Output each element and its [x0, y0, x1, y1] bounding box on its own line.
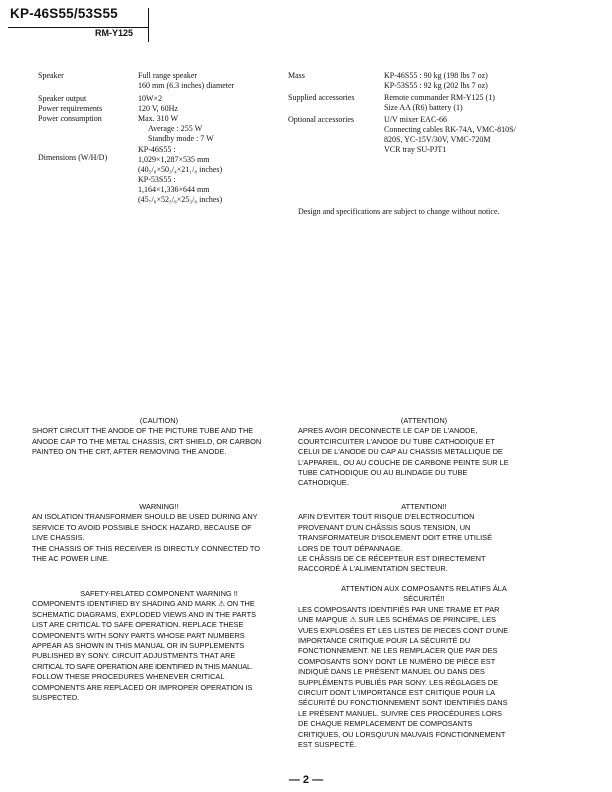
- warning-fr-line: LORS DE TOUT DÉPANNAGE.: [298, 543, 403, 553]
- spec-value: Connecting cables RK-74A, VMC-810S/: [384, 125, 516, 134]
- safety-fr-line: CRITIQUES, OU LORSQU'UN MAUVAIS FONCTIONNEMENT: [298, 729, 506, 739]
- safety-en-line: LIST ARE CRITICAL TO SAFE OPERATION. REPLACE THESE: [32, 620, 244, 630]
- safety-fr-line: UNE MAPQUE ⚠ SUR LES SCHÉMAS DE PRINCIPE, LES: [298, 615, 497, 625]
- warning-en-line: AN ISOLATION TRANSFORMER SHOULD BE USED DURING ANY: [32, 512, 258, 522]
- warning-fr-title: ATTENTION!!: [401, 502, 447, 511]
- warning-en-block: [32, 502, 286, 564]
- caution-en-line: PAINTED ON THE CRT, AFTER REMOVING THE ANODE.: [32, 447, 227, 457]
- safety-fr-line: IMPORTANCE CRITIQUE POUR LA SÉCURITÉ DU: [298, 636, 471, 646]
- spec-label: Supplied accessories: [288, 93, 355, 102]
- spec-value: KP-53S55 :: [138, 175, 176, 184]
- safety-fr-block: [298, 584, 550, 751]
- spec-value: 820S, YC-15V/30V, VMC-720M: [384, 135, 491, 144]
- warning-en-line: THE AC POWER LINE.: [32, 554, 110, 564]
- safety-en-line: SUSPECTED.: [32, 693, 80, 703]
- spec-value: U/V mixer EAC-66: [384, 115, 447, 124]
- caution-fr-line: L'APPAREIL, OU AU COUCHE DE CARBONE PEINTE SUR LE: [298, 457, 509, 467]
- warning-fr-block: [298, 502, 550, 575]
- caution-fr-title: (ATTENTION): [400, 416, 448, 425]
- warning-en-line: SERVICE TO AVOID POSSIBLE SHOCK HAZARD, BECAUSE OF: [32, 522, 252, 532]
- safety-en-line: FOLLOW THESE PROCEDURES WHENEVER CRITICAL: [32, 672, 225, 682]
- safety-fr-title: ATTENTION AUX COMPOSANTS RELATIFS ÁLA: [341, 584, 507, 593]
- chassis-label: RM-Y125: [95, 28, 134, 38]
- specs-left: [38, 71, 278, 221]
- specs-right: [288, 71, 588, 171]
- spec-label: Mass: [288, 71, 305, 80]
- warning-fr-line: LE CHÂSSIS DE CE RÉCEPTEUR EST DIRECTEMENT: [298, 554, 486, 564]
- safety-fr-line: CIRCUIT DONT L'IMPORTANCE EST CRITIQUE POUR LA: [298, 688, 496, 698]
- spec-value: Full range speaker: [138, 71, 198, 80]
- safety-en-line: COMPONENTS WITH SONY PARTS WHOSE PART NUMBERS: [32, 630, 245, 640]
- caution-fr-line: CATHODIQUE.: [298, 478, 349, 488]
- design-note: Design and specifications are subject to change without notice.: [298, 207, 500, 216]
- spec-label: Dimensions (W/H/D): [38, 153, 108, 162]
- spec-value: KP-46S55 : 90 kg (198 lbs 7 oz): [384, 71, 488, 80]
- safety-en-title: SAFETY-RELATED COMPONENT WARNING !!: [80, 589, 238, 598]
- safety-en-line: COMPONENTS IDENTIFIED BY SHADING AND MARK ⚠ ON THE: [32, 599, 255, 609]
- spec-label: Power requirements: [38, 104, 103, 113]
- spec-value: 1,164×1,336×644 mm: [138, 185, 210, 194]
- spec-value: Standby mode : 7 W: [148, 134, 214, 143]
- safety-en-block: [32, 589, 286, 703]
- spec-value: Size AA (R6) battery (1): [384, 103, 463, 112]
- safety-fr-title: SÉCURITÉ!!: [403, 594, 445, 604]
- caution-fr-line: APRES AVOIR DECONNECTE LE CAP DE L'ANODE,: [298, 426, 478, 436]
- safety-fr-line: LES COMPOSANTS IDENTIFIÉS PAR UNE TRAME ET PAR: [298, 604, 500, 614]
- spec-value: VCR tray SU-PJT1: [384, 145, 447, 154]
- model-title: KP-46S55/53S55: [10, 6, 118, 21]
- safety-fr-line: INDIQUÉ DANS LE PRÉSENT MANUEL OU DANS DES: [298, 667, 485, 677]
- spec-label: Speaker output: [38, 94, 87, 103]
- spec-value: KP-53S55 : 92 kg (202 lbs 7 oz): [384, 81, 488, 90]
- safety-fr-line: SÉCURITÉ DU FONCTIONNEMENT SONT IDENTIFIÉS DANS: [298, 698, 508, 708]
- warning-en-title: WARNING!!: [139, 502, 179, 511]
- safety-fr-line: FONCTIONNEMENT. NE LES REMPLACER QUE PAR DES: [298, 646, 498, 656]
- safety-en-line: SCHEMATIC DIAGRAMS, EXPLODED VIEWS AND IN THE PARTS: [32, 609, 257, 619]
- safety-fr-line: VUES EXPLOSÉES ET LES LISTES DE PIECES CONT D'UNE: [298, 625, 509, 635]
- safety-en-line: CRITICAL TO SAFE OPERATION ARE IDENTIFIED IN THIS MANUAL.: [32, 661, 253, 671]
- warning-en-line: LIVE CHASSIS.: [32, 533, 85, 543]
- warning-fr-line: AFIN D'EVITER TOUT RISQUE D'ELECTROCUTION: [298, 512, 475, 522]
- safety-fr-line: SUPPLÉMENTS PUBLIÉS PAR SONY. LES RÉGLAGES DE: [298, 677, 499, 687]
- caution-en-line: ANODE CAP TO THE METAL CHASSIS, CRT SHIELD, OR CARBON: [32, 436, 262, 446]
- spec-value: 1,029×1,287×535 mm: [138, 155, 210, 164]
- caution-fr-line: COURTCIRCUITER L'ANODE DU TUBE CATHODIQUE ET: [298, 436, 495, 446]
- spec-value: 160 mm (6.3 inches) diameter: [138, 81, 235, 90]
- spec-value: (45₇/₈×52₅/₈×25₃/₈ inches): [138, 195, 223, 204]
- spec-value: Max. 310 W: [138, 114, 179, 123]
- warning-en-line: THE CHASSIS OF THIS RECEIVER IS DIRECTLY CONNECTED TO: [32, 543, 261, 553]
- warning-fr-line: PROVENANT D'UN CHÂSSIS SOUS TENSION, UN: [298, 522, 471, 532]
- caution-fr-line: CELUI DE L'ANODE DU CAP AU CHASSIS METALLIQUE DE: [298, 447, 503, 457]
- spec-value: 10W×2: [138, 94, 163, 103]
- spec-value: 120 V, 60Hz: [138, 104, 178, 113]
- safety-en-line: COMPONENTS ARE REPLACED OR IMPROPER OPERATION IS: [32, 682, 253, 692]
- spec-value: Remote commander RM-Y125 (1): [384, 93, 495, 102]
- safety-fr-line: LE PRÉSENT MANUEL. SUIVRE CES PROCÉDURES LORS: [298, 708, 502, 718]
- warning-fr-line: RACCORDÉ À L'ALIMENTATION SECTEUR.: [298, 564, 448, 574]
- caution-fr-block: [298, 416, 550, 489]
- spec-value: KP-46S55 :: [138, 145, 176, 154]
- safety-en-line: PUBLISHED BY SONY. CIRCUIT ADJUSTMENTS THAT ARE: [32, 651, 236, 661]
- warning-fr-line: TRANSFORMATEUR D'ISOLEMENT DOIT ETRE UTILISÉ: [298, 533, 492, 543]
- caution-en-block: [32, 416, 286, 458]
- page-number: — 2 —: [288, 774, 324, 786]
- spec-label: Speaker: [38, 71, 64, 80]
- spec-value: Average : 255 W: [148, 124, 203, 133]
- safety-fr-line: COMPOSANTS SONY DONT LE NUMÉRO DE PIÈCE EST: [298, 656, 496, 666]
- document-header: [8, 6, 153, 42]
- caution-en-title: (CAUTION): [139, 416, 179, 425]
- caution-fr-line: TUBE CATHODIQUE OU AU BLINDAGE DU TUBE: [298, 468, 468, 478]
- spec-value: (40₅/₈×50₃/₄×21₁/₈ inches): [138, 165, 223, 174]
- safety-fr-line: EST SUSPECTÉ.: [298, 740, 357, 750]
- spec-label: Optional accessories: [288, 115, 354, 124]
- spec-label: Power consumption: [38, 114, 102, 123]
- caution-en-line: SHORT CIRCUIT THE ANODE OF THE PICTURE TUBE AND THE: [32, 426, 254, 436]
- safety-en-line: APPEAR AS SHOWN IN THIS MANUAL OR IN SUPPLEMENTS: [32, 641, 245, 651]
- safety-fr-line: DE CHAQUE REMPLACEMENT DE COMPOSANTS: [298, 719, 473, 729]
- header-vertical-rule: [148, 8, 149, 42]
